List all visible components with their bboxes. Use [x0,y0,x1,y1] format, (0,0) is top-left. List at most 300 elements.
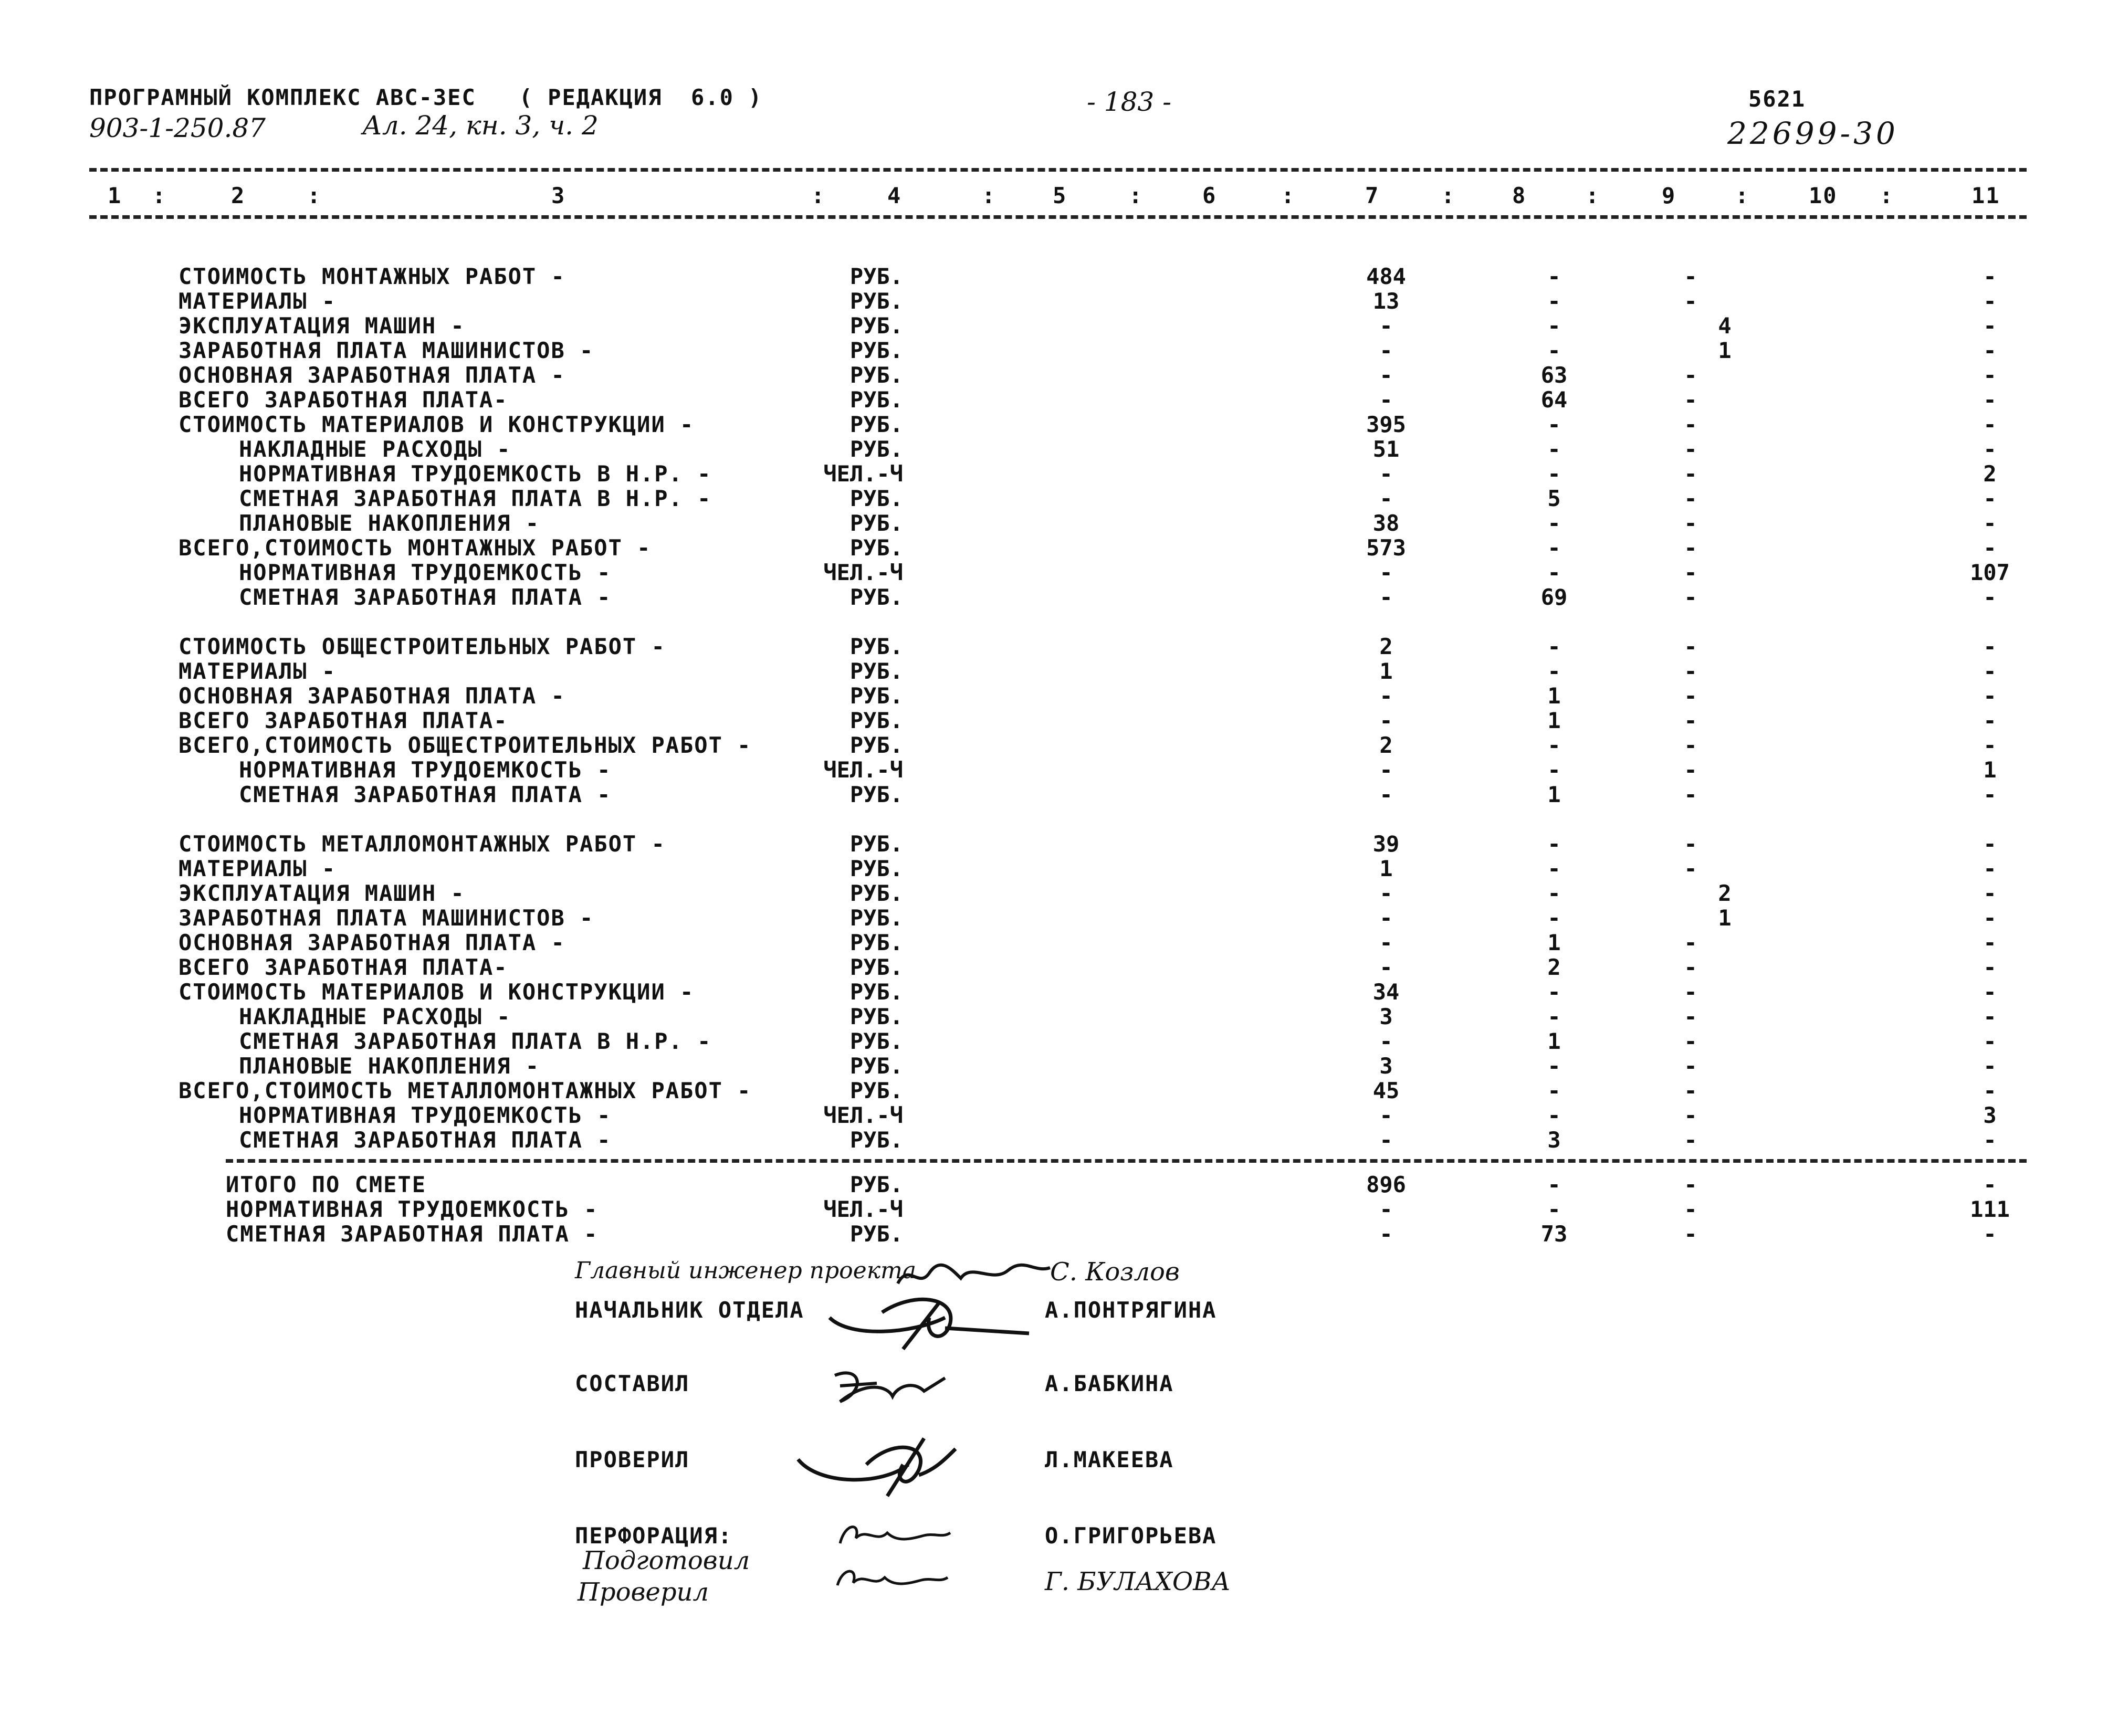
row-unit: РУБ. [850,412,903,437]
cell-col-7: 1 [1379,658,1393,684]
cell-col-8: - [1547,560,1561,585]
cell-col-9: - [1684,1053,1697,1079]
cell-col-7: 34 [1372,979,1400,1005]
header-rule-bottom [89,215,2027,219]
row-unit: РУБ. [850,1028,903,1054]
column-separator: : [1441,183,1456,208]
cell-col-7: - [1379,1028,1393,1054]
cell-col-7: - [1379,905,1393,931]
table-row [0,930,2108,954]
cell-col-7: - [1379,880,1393,906]
row-unit: РУБ. [850,1127,903,1153]
cell-col-7: - [1379,1221,1393,1247]
table-row [0,486,2108,510]
row-unit: РУБ. [850,1221,903,1247]
prepared-by-signature [830,1512,956,1559]
column-number-11: 11 [1971,183,2000,208]
column-separator: : [1735,183,1750,208]
row-unit: РУБ. [850,732,903,758]
table-row [0,757,2108,781]
table-row [0,658,2108,682]
row-label: ВСЕГО,СТОИМОСТЬ МОНТАЖНЫХ РАБОТ - [179,535,652,561]
cell-col-8: - [1547,1078,1561,1103]
cell-col-11: - [1983,658,1997,684]
cell-col-9: - [1684,560,1697,585]
cell-col-11: - [1983,338,1997,363]
cell-col-8: - [1547,535,1561,561]
cell-col-8: - [1547,658,1561,684]
row-label: ПЛАНОВЫЕ НАКОПЛЕНИЯ - [239,510,540,536]
table-row [0,856,2108,880]
cell-col-7: - [1379,1102,1393,1128]
row-unit: РУБ. [850,1053,903,1079]
cell-col-7: - [1379,584,1393,610]
cell-col-11: - [1983,362,1997,388]
cell-col-7: - [1379,954,1393,980]
column-number-4: 4 [887,183,902,208]
column-separator: : [1129,183,1144,208]
table-row [0,905,2108,929]
row-unit: РУБ. [850,979,903,1005]
row-label: СТОИМОСТЬ МОНТАЖНЫХ РАБОТ - [179,264,565,289]
cell-col-11: - [1983,683,1997,709]
cell-col-10: 1 [1718,338,1732,363]
row-unit: РУБ. [850,831,903,857]
column-separator: : [1880,183,1894,208]
table-row [0,510,2108,534]
cell-col-11: - [1983,979,1997,1005]
cell-col-7: - [1379,757,1393,783]
cell-col-11: 1 [1983,757,1997,783]
table-row [0,412,2108,436]
cell-col-8: - [1547,338,1561,363]
row-label: ОСНОВНАЯ ЗАРАБОТНАЯ ПЛАТА - [179,683,565,709]
cell-col-7: 45 [1372,1078,1400,1103]
row-unit: РУБ. [850,584,903,610]
cell-col-11: - [1983,930,1997,955]
row-unit: РУБ. [850,930,903,955]
cell-col-9: - [1684,634,1697,659]
row-label: ЗАРАБОТНАЯ ПЛАТА МАШИНИСТОВ - [179,905,594,931]
cell-col-8: - [1547,732,1561,758]
cell-col-9: - [1684,683,1697,709]
table-row [0,1004,2108,1028]
column-number-9: 9 [1662,183,1676,208]
cell-col-8: 69 [1540,584,1568,610]
cell-col-8: 63 [1540,362,1568,388]
prepared-by-name: О.ГРИГОРЬЕВА [1045,1523,1217,1549]
checked-by-name: Л.МАКЕЕВА [1045,1447,1174,1472]
row-unit: РУБ. [850,387,903,413]
table-row [0,880,2108,904]
cell-col-11: - [1983,264,1997,289]
cell-col-11: - [1983,1078,1997,1103]
column-number-5: 5 [1053,183,1067,208]
table-row [0,461,2108,485]
cell-col-11: - [1983,831,1997,857]
cell-col-9: - [1684,1172,1697,1197]
row-label: СМЕТНАЯ ЗАРАБОТНАЯ ПЛАТА - [239,584,612,610]
checked-by-label: ПРОВЕРИЛ [575,1447,690,1472]
cell-col-9: - [1684,461,1697,487]
row-unit: РУБ. [850,1172,903,1197]
row-unit: РУБ. [850,486,903,511]
column-number-1: 1 [108,183,122,208]
cell-col-11: - [1983,732,1997,758]
reference-number-small: 5621 [1748,86,1806,112]
cell-col-7: - [1379,560,1393,585]
column-number-8: 8 [1512,183,1527,208]
cell-col-9: - [1684,436,1697,462]
row-unit: РУБ. [850,683,903,709]
table-row [0,1028,2108,1053]
totals-rule [226,1159,2027,1163]
cell-col-9: - [1684,757,1697,783]
cell-col-10: 1 [1718,905,1732,931]
row-label: СМЕТНАЯ ЗАРАБОТНАЯ ПЛАТА - [239,1127,612,1153]
cell-col-7: 51 [1372,436,1400,462]
row-unit: ЧЕЛ.-Ч [823,560,903,585]
cell-col-7: - [1379,387,1393,413]
cell-col-7: 1 [1379,856,1393,881]
row-label: НОРМАТИВНАЯ ТРУДОЕМКОСТЬ - [226,1196,599,1222]
row-label: НАКЛАДНЫЕ РАСХОДЫ - [239,436,511,462]
table-row [0,1172,2108,1196]
cell-col-8: - [1547,1196,1561,1222]
cell-col-11: - [1983,782,1997,807]
table-row [0,338,2108,362]
cell-col-11: - [1983,1028,1997,1054]
cell-col-11: - [1983,634,1997,659]
cell-col-9: - [1684,954,1697,980]
cell-col-10: 2 [1718,880,1732,906]
compiled-by-label: СОСТАВИЛ [575,1371,690,1396]
row-unit: РУБ. [850,708,903,733]
cell-col-7: - [1379,313,1393,339]
verified-by-label: Проверил [578,1577,709,1607]
cell-col-9: - [1684,1221,1697,1247]
cell-col-8: 1 [1547,683,1561,709]
cell-col-11: - [1983,1004,1997,1029]
table-row [0,708,2108,732]
cell-col-11: - [1983,880,1997,906]
cell-col-7: - [1379,1127,1393,1153]
row-label: ЭКСПЛУАТАЦИЯ МАШИН - [179,313,465,339]
table-row [0,1196,2108,1221]
head-of-department-signature [819,1281,1040,1354]
row-unit: ЧЕЛ.-Ч [823,757,903,783]
column-number-10: 10 [1809,183,1838,208]
row-label: СМЕТНАЯ ЗАРАБОТНАЯ ПЛАТА - [239,782,612,807]
cell-col-11: - [1983,313,1997,339]
row-unit: ЧЕЛ.-Ч [823,1102,903,1128]
table-row [0,732,2108,756]
row-label: МАТЕРИАЛЫ - [179,288,337,314]
row-unit: РУБ. [850,634,903,659]
cell-col-8: - [1547,436,1561,462]
row-label: МАТЕРИАЛЫ - [179,658,337,684]
cell-col-7: - [1379,930,1393,955]
cell-col-7: - [1379,338,1393,363]
head-of-department-label: НАЧАЛЬНИК ОТДЕЛА [575,1297,804,1323]
cell-col-7: 484 [1366,264,1406,289]
column-separator: : [811,183,826,208]
cell-col-11: 2 [1983,461,1997,487]
cell-col-7: 13 [1372,288,1400,314]
row-unit: РУБ. [850,880,903,906]
cell-col-11: - [1983,1127,1997,1153]
table-row [0,264,2108,288]
row-label: ВСЕГО ЗАРАБОТНАЯ ПЛАТА- [179,708,508,733]
cell-col-8: - [1547,1004,1561,1029]
cell-col-8: - [1547,757,1561,783]
row-unit: РУБ. [850,954,903,980]
cell-col-11: 111 [1970,1196,2010,1222]
cell-col-9: - [1684,535,1697,561]
cell-col-8: 1 [1547,930,1561,955]
perforation-label: ПЕРФОРАЦИЯ: [575,1523,733,1549]
row-unit: РУБ. [850,658,903,684]
row-unit: РУБ. [850,338,903,363]
cell-col-7: 2 [1379,634,1393,659]
row-label: ВСЕГО ЗАРАБОТНАЯ ПЛАТА- [179,387,508,413]
table-row [0,683,2108,707]
cell-col-7: 39 [1372,831,1400,857]
table-row [0,1102,2108,1127]
cell-col-8: - [1547,880,1561,906]
sheet-reference: Ал. 24, кн. 3, ч. 2 [362,110,599,141]
cell-col-9: - [1684,708,1697,733]
table-row [0,979,2108,1003]
row-label: НОРМАТИВНАЯ ТРУДОЕМКОСТЬ - [239,560,612,585]
row-label: СМЕТНАЯ ЗАРАБОТНАЯ ПЛАТА В Н.Р. - [239,486,712,511]
cell-col-8: 1 [1547,1028,1561,1054]
row-unit: ЧЕЛ.-Ч [823,1196,903,1222]
cell-col-9: - [1684,856,1697,881]
cell-col-9: - [1684,979,1697,1005]
prepared-by-label: Подготовил [583,1546,750,1575]
cell-col-9: - [1684,510,1697,536]
table-row [0,436,2108,460]
cell-col-7: 3 [1379,1053,1393,1079]
row-unit: РУБ. [850,510,903,536]
row-unit: РУБ. [850,288,903,314]
cell-col-10: 4 [1718,313,1732,339]
row-label: ЭКСПЛУАТАЦИЯ МАШИН - [179,880,465,906]
row-label: СМЕТНАЯ ЗАРАБОТНАЯ ПЛАТА - [226,1221,599,1247]
cell-col-7: - [1379,782,1393,807]
cell-col-9: - [1684,831,1697,857]
cell-col-11: - [1983,708,1997,733]
row-unit: РУБ. [850,905,903,931]
cell-col-9: - [1684,1127,1697,1153]
program-title: ПРОГРАМНЫЙ КОМПЛЕКС АВС-ЗЕС ( РЕДАКЦИЯ 6.0 ) [89,85,763,110]
cell-col-7: - [1379,461,1393,487]
row-unit: РУБ. [850,436,903,462]
cell-col-9: - [1684,288,1697,314]
cell-col-8: - [1547,1102,1561,1128]
cell-col-8: - [1547,1053,1561,1079]
head-of-department-name: А.ПОНТРЯГИНА [1045,1297,1217,1323]
table-row [0,782,2108,806]
row-unit: РУБ. [850,856,903,881]
table-row [0,954,2108,979]
cell-col-11: 3 [1983,1102,1997,1128]
row-label: ОСНОВНАЯ ЗАРАБОТНАЯ ПЛАТА - [179,930,565,955]
row-label: МАТЕРИАЛЫ - [179,856,337,881]
cell-col-8: - [1547,461,1561,487]
cell-col-11: - [1983,1053,1997,1079]
cell-col-7: - [1379,708,1393,733]
cell-col-8: - [1547,831,1561,857]
row-label: ПЛАНОВЫЕ НАКОПЛЕНИЯ - [239,1053,540,1079]
column-number-7: 7 [1365,183,1380,208]
cell-col-8: - [1547,313,1561,339]
cell-col-9: - [1684,486,1697,511]
cell-col-9: - [1684,264,1697,289]
cell-col-11: - [1983,436,1997,462]
cell-col-7: 3 [1379,1004,1393,1029]
cell-col-8: - [1547,288,1561,314]
cell-col-7: - [1379,362,1393,388]
chief-engineer-name: С. Козлов [1050,1257,1180,1287]
row-unit: РУБ. [850,782,903,807]
column-number-2: 2 [231,183,246,208]
chief-engineer-label: Главный инженер проекта [575,1257,916,1284]
cell-col-8: 5 [1547,486,1561,511]
cell-col-11: - [1983,412,1997,437]
header-rule-top [89,168,2027,172]
cell-col-7: 2 [1379,732,1393,758]
row-label: НОРМАТИВНАЯ ТРУДОЕМКОСТЬ В Н.Р. - [239,461,712,487]
cell-col-7: - [1379,1196,1393,1222]
cell-col-9: - [1684,1102,1697,1128]
cell-col-8: - [1547,1172,1561,1197]
row-label: СТОИМОСТЬ ОБЩЕСТРОИТЕЛЬНЫХ РАБОТ - [179,634,666,659]
row-unit: РУБ. [850,362,903,388]
row-unit: РУБ. [850,1004,903,1029]
cell-col-8: - [1547,264,1561,289]
compiled-by-signature [819,1360,966,1417]
cell-col-11: - [1983,510,1997,536]
compiled-by-name: А.БАБКИНА [1045,1371,1174,1396]
cell-col-11: - [1983,1172,1997,1197]
cell-col-8: 64 [1540,387,1568,413]
column-number-3: 3 [551,183,566,208]
cell-col-11: - [1983,856,1997,881]
column-separator: : [1281,183,1296,208]
row-label: ВСЕГО ЗАРАБОТНАЯ ПЛАТА- [179,954,508,980]
row-label: СМЕТНАЯ ЗАРАБОТНАЯ ПЛАТА В Н.Р. - [239,1028,712,1054]
table-row [0,535,2108,559]
column-separator: : [982,183,997,208]
cell-col-7: 896 [1366,1172,1406,1197]
cell-col-9: - [1684,930,1697,955]
column-separator: : [152,183,167,208]
cell-col-9: - [1684,1004,1697,1029]
reference-number: 22699-30 [1727,115,1899,151]
verified-by-signature [827,1559,953,1601]
table-row [0,831,2108,855]
cell-col-11: - [1983,535,1997,561]
table-row [0,634,2108,658]
page-number: - 183 - [1087,87,1172,117]
table-row [0,1078,2108,1102]
cell-col-11: - [1983,905,1997,931]
row-label: НОРМАТИВНАЯ ТРУДОЕМКОСТЬ - [239,1102,612,1128]
row-unit: ЧЕЛ.-Ч [823,461,903,487]
cell-col-9: - [1684,1196,1697,1222]
table-row [0,288,2108,312]
cell-col-8: - [1547,979,1561,1005]
row-label: СТОИМОСТЬ МАТЕРИАЛОВ И КОНСТРУКЦИИ - [179,979,695,1005]
column-separator: : [1586,183,1600,208]
cell-col-7: 573 [1366,535,1406,561]
cell-col-8: - [1547,510,1561,536]
cell-col-11: - [1983,288,1997,314]
row-label: СТОИМОСТЬ МЕТАЛЛОМОНТАЖНЫХ РАБОТ - [179,831,666,857]
table-row [0,1127,2108,1151]
cell-col-7: - [1379,486,1393,511]
cell-col-9: - [1684,584,1697,610]
table-row [0,806,2108,830]
row-label: СТОИМОСТЬ МАТЕРИАЛОВ И КОНСТРУКЦИИ - [179,412,695,437]
row-label: ИТОГО ПО СМЕТЕ [226,1172,427,1197]
cell-col-11: 107 [1970,560,2010,585]
cell-col-7: 38 [1372,510,1400,536]
row-label: ВСЕГО,СТОИМОСТЬ МЕТАЛЛОМОНТАЖНЫХ РАБОТ - [179,1078,752,1103]
table-row [0,560,2108,584]
row-label: НОРМАТИВНАЯ ТРУДОЕМКОСТЬ - [239,757,612,783]
cell-col-8: 2 [1547,954,1561,980]
cell-col-8: 3 [1547,1127,1561,1153]
table-row [0,313,2108,337]
cell-col-7: - [1379,683,1393,709]
cell-col-8: - [1547,856,1561,881]
cell-col-8: 1 [1547,782,1561,807]
cell-col-11: - [1983,954,1997,980]
row-unit: РУБ. [850,264,903,289]
cell-col-11: - [1983,486,1997,511]
cell-col-9: - [1684,412,1697,437]
row-label: ЗАРАБОТНАЯ ПЛАТА МАШИНИСТОВ - [179,338,594,363]
column-number-6: 6 [1202,183,1217,208]
column-separator: : [307,183,322,208]
row-unit: РУБ. [850,1078,903,1103]
cell-col-11: - [1983,387,1997,413]
cell-col-9: - [1684,1028,1697,1054]
checked-by-signature [788,1428,977,1501]
table-row [0,1053,2108,1077]
cell-col-9: - [1684,387,1697,413]
cell-col-8: 73 [1540,1221,1568,1247]
cell-col-9: - [1684,362,1697,388]
table-row [0,609,2108,633]
cell-col-9: - [1684,782,1697,807]
document-code: 903-1-250.87 [89,113,266,143]
table-row [0,584,2108,608]
cell-col-8: - [1547,634,1561,659]
table-row [0,362,2108,386]
table-row [0,1221,2108,1245]
cell-col-9: - [1684,1078,1697,1103]
cell-col-8: - [1547,905,1561,931]
row-unit: РУБ. [850,313,903,339]
cell-col-8: 1 [1547,708,1561,733]
verified-by-name: Г. БУЛАХОВА [1045,1567,1231,1596]
cell-col-11: - [1983,1221,1997,1247]
cell-col-9: - [1684,732,1697,758]
